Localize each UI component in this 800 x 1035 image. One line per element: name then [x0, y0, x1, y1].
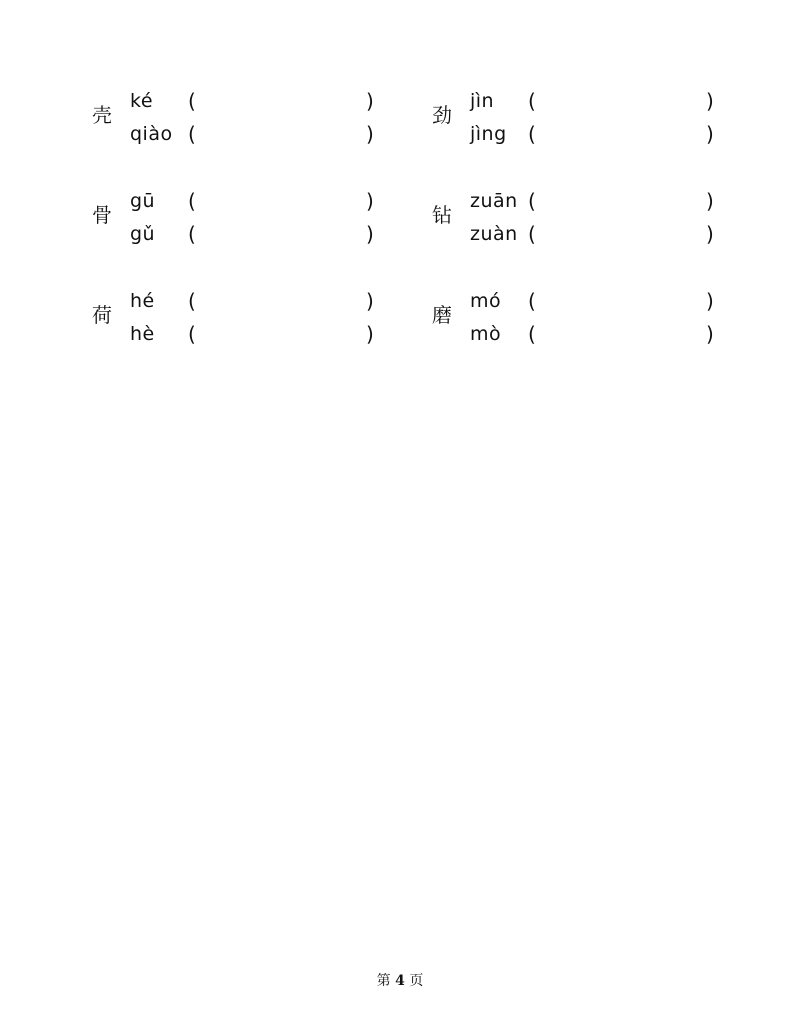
pinyin-label: mò — [470, 323, 502, 345]
reading-row — [470, 319, 720, 349]
answer-blank[interactable] — [544, 321, 704, 347]
open-parenthesis: ( — [528, 189, 536, 213]
page-number: 4 — [395, 973, 405, 989]
open-parenthesis: ( — [188, 122, 196, 146]
exercise-group-ke — [92, 86, 412, 152]
reading-row — [130, 219, 380, 249]
reading-row — [130, 286, 380, 316]
character: 磨 — [432, 303, 452, 327]
pinyin-label: ké — [130, 90, 154, 112]
character: 壳 — [92, 103, 112, 127]
pinyin-label: mó — [470, 290, 502, 312]
pinyin-label: jìng — [470, 123, 507, 145]
close-parenthesis: ) — [366, 122, 374, 146]
close-parenthesis: ) — [366, 322, 374, 346]
reading-row — [470, 186, 720, 216]
answer-blank[interactable] — [544, 288, 704, 314]
pinyin-label: zuàn — [470, 223, 518, 245]
character: 荷 — [92, 303, 112, 327]
open-parenthesis: ( — [188, 289, 196, 313]
reading-row — [470, 219, 720, 249]
open-parenthesis: ( — [188, 222, 196, 246]
reading-row — [130, 186, 380, 216]
answer-blank[interactable] — [544, 188, 704, 214]
pinyin-label: qiào — [130, 123, 173, 145]
exercise-group-mo — [432, 286, 752, 352]
answer-blank[interactable] — [204, 121, 364, 147]
open-parenthesis: ( — [528, 122, 536, 146]
open-parenthesis: ( — [528, 222, 536, 246]
close-parenthesis: ) — [706, 289, 714, 313]
reading-row — [130, 319, 380, 349]
answer-blank[interactable] — [204, 188, 364, 214]
reading-row — [470, 119, 720, 149]
character: 骨 — [92, 203, 112, 227]
reading-row — [130, 86, 380, 116]
open-parenthesis: ( — [188, 89, 196, 113]
reading-row — [470, 86, 720, 116]
close-parenthesis: ) — [366, 89, 374, 113]
open-parenthesis: ( — [528, 89, 536, 113]
answer-blank[interactable] — [204, 88, 364, 114]
page-footer — [0, 970, 800, 992]
close-parenthesis: ) — [706, 222, 714, 246]
open-parenthesis: ( — [528, 289, 536, 313]
answer-blank[interactable] — [544, 121, 704, 147]
exercise-group-jin — [432, 86, 752, 152]
close-parenthesis: ) — [366, 189, 374, 213]
close-parenthesis: ) — [366, 222, 374, 246]
exercise-group-he — [92, 286, 412, 352]
answer-blank[interactable] — [544, 88, 704, 114]
page-suffix: 页 — [409, 973, 424, 989]
character: 劲 — [432, 103, 452, 127]
pinyin-label: hé — [130, 290, 155, 312]
reading-row — [470, 286, 720, 316]
pinyin-label: jìn — [470, 90, 495, 112]
close-parenthesis: ) — [706, 89, 714, 113]
open-parenthesis: ( — [528, 322, 536, 346]
answer-blank[interactable] — [204, 288, 364, 314]
answer-blank[interactable] — [544, 221, 704, 247]
character: 钻 — [432, 203, 452, 227]
close-parenthesis: ) — [706, 322, 714, 346]
pinyin-label: gǔ — [130, 223, 156, 245]
open-parenthesis: ( — [188, 189, 196, 213]
pinyin-label: hè — [130, 323, 155, 345]
pinyin-label: zuān — [470, 190, 518, 212]
close-parenthesis: ) — [706, 122, 714, 146]
exercise-group-gu — [92, 186, 412, 252]
answer-blank[interactable] — [204, 321, 364, 347]
reading-row — [130, 119, 380, 149]
page-prefix: 第 — [376, 973, 391, 989]
answer-blank[interactable] — [204, 221, 364, 247]
close-parenthesis: ) — [706, 189, 714, 213]
close-parenthesis: ) — [366, 289, 374, 313]
exercise-group-zuan — [432, 186, 752, 252]
pinyin-label: gū — [130, 190, 156, 212]
open-parenthesis: ( — [188, 322, 196, 346]
